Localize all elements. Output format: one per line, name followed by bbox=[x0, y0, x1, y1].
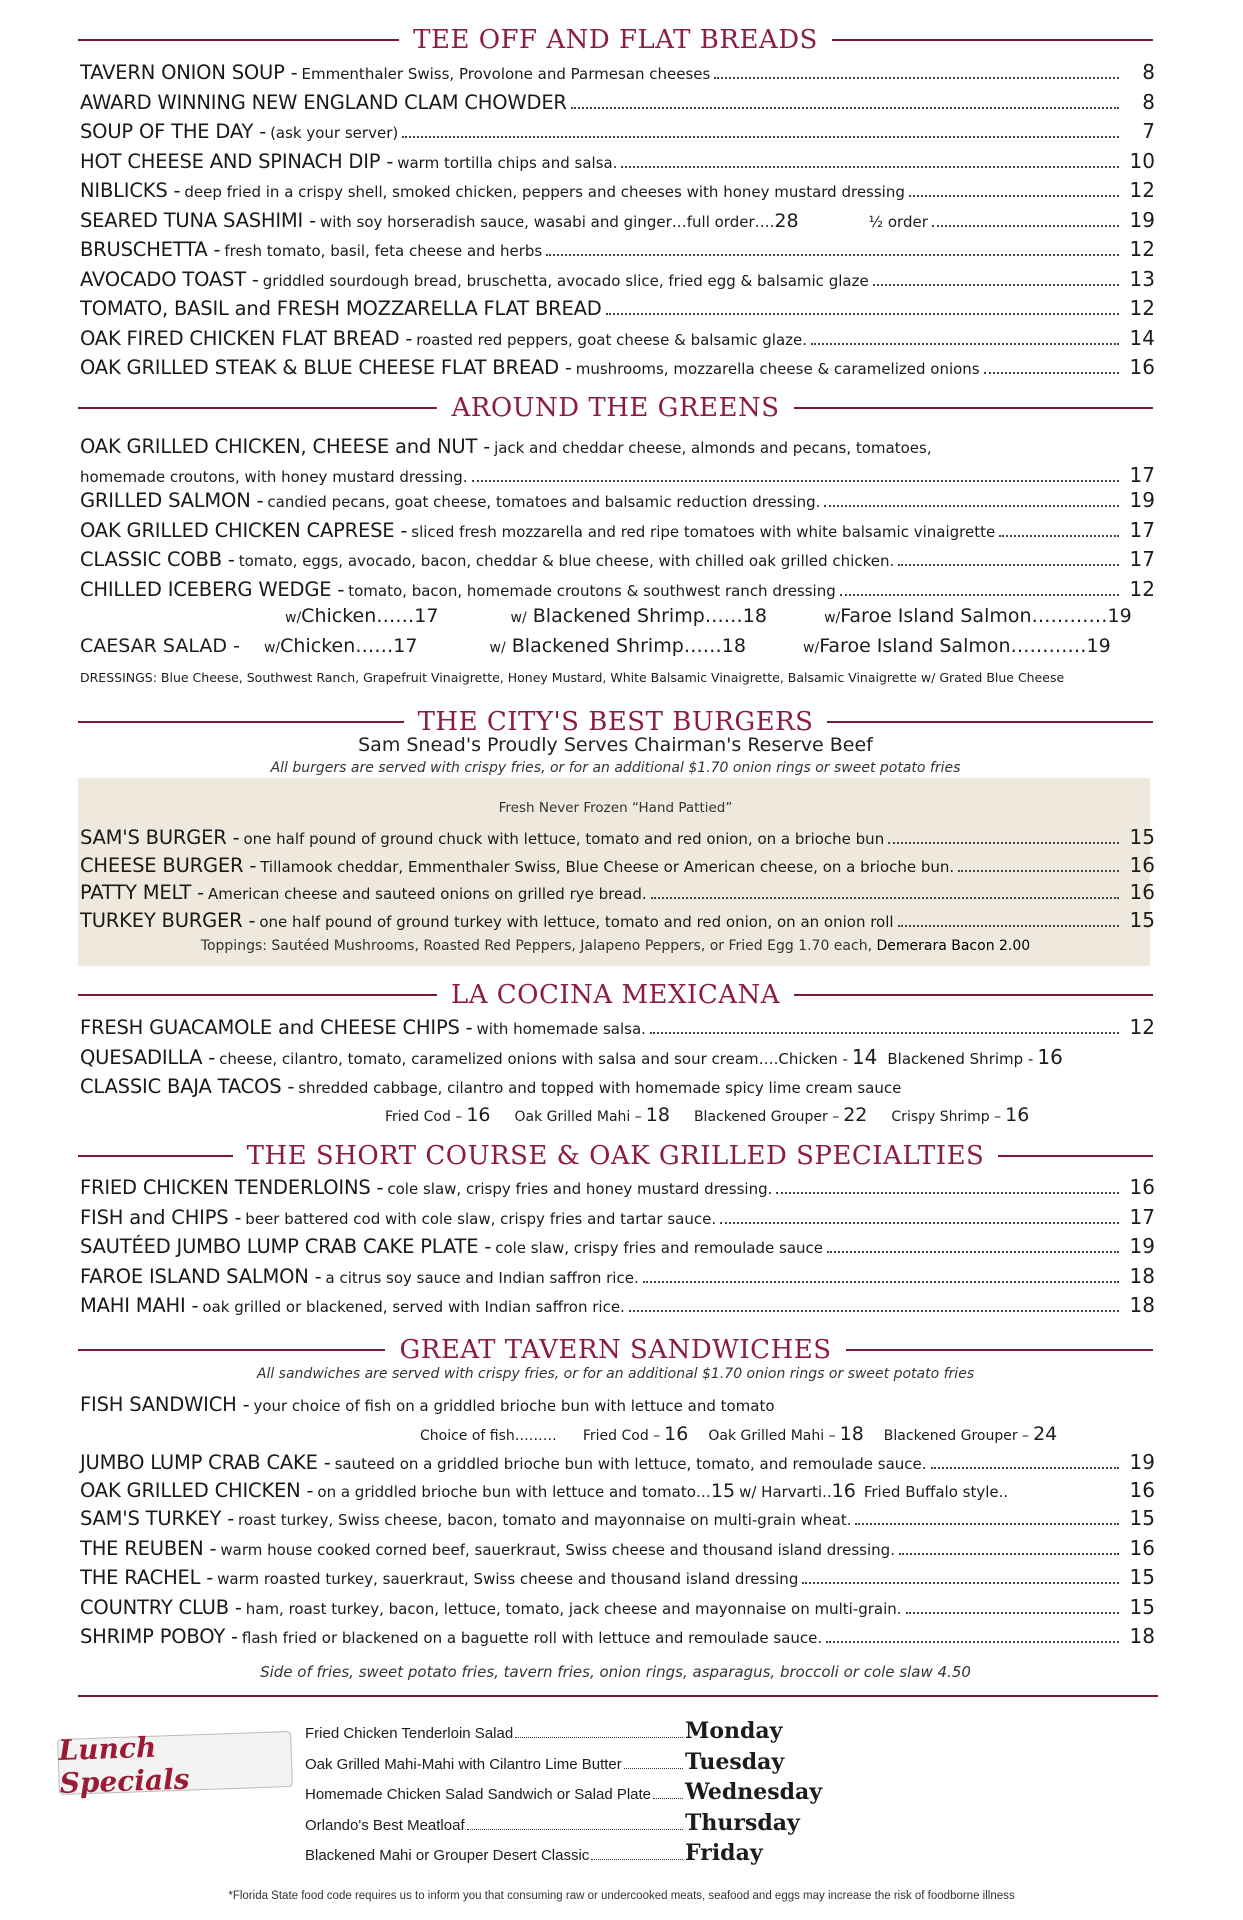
item-name: BRUSCHETTA - bbox=[80, 238, 221, 261]
item-desc: sliced fresh mozzarella and red ripe tomatoes with white balsamic vinaigrette bbox=[411, 522, 996, 541]
lunch-day: Wednesday bbox=[685, 1779, 823, 1805]
item-price: 19 bbox=[1129, 1234, 1155, 1258]
menu-item bbox=[80, 208, 1155, 232]
item-desc: American cheese and sauteed onions on grilled rye bread. bbox=[208, 885, 647, 903]
menu-item bbox=[80, 577, 1155, 601]
section-title: THE SHORT COURSE & OAK GRILLED SPECIALTIES bbox=[246, 1141, 985, 1171]
menu-item bbox=[80, 908, 1155, 932]
lunch-item: Blackened Mahi or Grouper Desert Classic bbox=[305, 1847, 590, 1864]
item-desc: cole slaw, crispy fries and remoulade sauce bbox=[495, 1239, 823, 1257]
taco-option-price: 22 bbox=[843, 1104, 868, 1126]
fish-option-label: Fried Cod – bbox=[582, 1428, 661, 1444]
item-name: TOMATO, BASIL and FRESH MOZZARELLA FLAT BREAD bbox=[80, 297, 602, 320]
item-name: SAM'S BURGER - bbox=[80, 826, 240, 849]
menu-item bbox=[80, 488, 1155, 512]
menu-item bbox=[80, 1624, 1155, 1648]
taco-option-label: Oak Grilled Mahi – bbox=[514, 1109, 642, 1125]
item-desc: warm house cooked corned beef, sauerkraut, Swiss cheese and thousand island dressing. bbox=[220, 1540, 895, 1559]
lunch-item: Orlando's Best Meatloaf bbox=[305, 1816, 465, 1834]
lunch-day: Thursday bbox=[685, 1809, 800, 1836]
full-order-price: 28 bbox=[774, 209, 799, 232]
dot-leader bbox=[467, 1829, 683, 1830]
item-price: 17 bbox=[1129, 1204, 1155, 1229]
item-desc: homemade croutons, with honey mustard dressing. bbox=[80, 468, 468, 486]
fish-option-label: Oak Grilled Mahi – bbox=[708, 1428, 836, 1444]
item-price: 12 bbox=[1129, 1015, 1155, 1039]
dot-leader bbox=[621, 166, 1119, 168]
lunch-special-row bbox=[305, 1718, 825, 1744]
menu-item bbox=[80, 1293, 1155, 1317]
item-name: AWARD WINNING NEW ENGLAND CLAM CHOWDER bbox=[80, 90, 567, 114]
dot-leader bbox=[898, 925, 1119, 927]
dot-leader bbox=[958, 870, 1119, 872]
menu-item bbox=[80, 1234, 1155, 1258]
item-name: AVOCADO TOAST - bbox=[80, 267, 259, 291]
item-price: 15 bbox=[1129, 825, 1155, 849]
item-name: TURKEY BURGER - bbox=[80, 908, 256, 932]
taco-option-label: Fried Cod – bbox=[385, 1109, 463, 1125]
burgers-note: All burgers are served with crispy fries, or for an additional $1.70 onion rings or sweet potato fries bbox=[270, 760, 961, 776]
menu-item bbox=[80, 90, 1155, 114]
lunch-item: Fried Chicken Tenderloin Salad bbox=[305, 1725, 514, 1742]
sandwiches-note: All sandwiches are served with crispy fries, or for an additional $1.70 onion rings or sweet potato fries bbox=[256, 1366, 975, 1382]
fish-option-price: 16 bbox=[664, 1423, 689, 1445]
dot-leader bbox=[720, 1222, 1119, 1224]
item-price: 8 bbox=[1142, 89, 1155, 114]
section-title: AROUND THE GREENS bbox=[451, 393, 780, 423]
sides-note: Side of fries, sweet potato fries, tavern fries, onion rings, asparagus, broccoli or cole slaw 4.50 bbox=[260, 1663, 971, 1681]
item-price: 14 bbox=[1129, 325, 1155, 350]
dot-leader bbox=[624, 1768, 683, 1769]
item-price: 12 bbox=[1129, 296, 1155, 320]
item-name: NIBLICKS - bbox=[80, 179, 181, 202]
item-name: SHRIMP POBOY - bbox=[80, 1625, 238, 1648]
section-title: TEE OFF AND FLAT BREADS bbox=[413, 25, 818, 55]
item-name: CHILLED ICEBERG WEDGE - bbox=[80, 577, 345, 601]
item-desc: Emmenthaler Swiss, Provolone and Parmesan cheeses bbox=[301, 65, 711, 83]
item-desc: tomato, eggs, avocado, bacon, cheddar & blue cheese, with chilled oak grilled chicken. bbox=[238, 552, 895, 570]
item-desc: beer battered cod with cole slaw, crispy fries and tartar sauce. bbox=[245, 1209, 717, 1228]
item-price: 15 bbox=[1129, 1565, 1155, 1589]
item-price: 18 bbox=[1129, 1263, 1155, 1288]
menu-item bbox=[80, 1565, 1155, 1589]
item-name: THE REUBEN - bbox=[80, 1536, 217, 1560]
tacos-options bbox=[385, 1104, 1029, 1126]
item-desc: a citrus soy sauce and Indian saffron rice. bbox=[325, 1268, 639, 1287]
menu-item bbox=[80, 1175, 1155, 1199]
dot-leader bbox=[606, 313, 1119, 315]
fish-option-price: 24 bbox=[1033, 1423, 1058, 1445]
item-price: 15 bbox=[1129, 1594, 1155, 1619]
item-name: HOT CHEESE AND SPINACH DIP - bbox=[80, 149, 394, 173]
item-name: COUNTRY CLUB - bbox=[80, 1595, 242, 1619]
item-desc: one half pound of ground chuck with lettuce, tomato and red onion, on a brioche bun bbox=[243, 830, 885, 848]
item-name: FRESH GUACAMOLE and CHEESE CHIPS - bbox=[80, 1016, 473, 1039]
item-name: CHEESE BURGER - bbox=[80, 853, 257, 877]
item-name: SOUP OF THE DAY - bbox=[80, 120, 267, 143]
item-name: GRILLED SALMON - bbox=[80, 489, 264, 512]
menu-item bbox=[80, 149, 1155, 173]
dressings-list: DRESSINGS: Blue Cheese, Southwest Ranch, Grapefruit Vinaigrette, Honey Mustard, White Balsamic Vinaigrette, Balsamic Vinaigrette w/ Grated Blue Cheese bbox=[80, 670, 1065, 685]
menu-item bbox=[80, 1536, 1155, 1560]
item-name: OAK GRILLED CHICKEN, CHEESE and NUT - bbox=[80, 435, 491, 458]
lunch-item: Oak Grilled Mahi-Mahi with Cilantro Lime Butter bbox=[305, 1755, 622, 1773]
dot-leader bbox=[402, 136, 1119, 138]
item-price: 16 bbox=[1129, 1535, 1155, 1560]
item-name: OAK GRILLED STEAK & BLUE CHEESE FLAT BREAD - bbox=[80, 356, 572, 379]
taco-option-label: Blackened Grouper – bbox=[693, 1109, 840, 1125]
item-name: FAROE ISLAND SALMON - bbox=[80, 1264, 322, 1288]
taco-option-price: 18 bbox=[645, 1104, 670, 1126]
wedge-add-ons: w/Chicken……17 w/ Blackened Shrimp……18 w/Faroe Island Salmon…………19 bbox=[285, 605, 1132, 627]
dot-leader bbox=[802, 1582, 1119, 1584]
lunch-day: Monday bbox=[685, 1718, 783, 1744]
caesar-salad: CAESAR SALAD - w/Chicken……17 w/ Blackened Shrimp……18 w/Faroe Island Salmon…………19 bbox=[80, 635, 1111, 657]
dot-leader bbox=[888, 842, 1119, 844]
item-name: TAVERN ONION SOUP - bbox=[80, 61, 298, 84]
dot-leader bbox=[824, 505, 1119, 507]
item-price: 12 bbox=[1129, 178, 1155, 202]
item-price: 8 bbox=[1142, 60, 1155, 84]
item-desc: warm tortilla chips and salsa. bbox=[397, 153, 618, 172]
lunch-special-row bbox=[305, 1779, 825, 1805]
dot-leader bbox=[571, 107, 1119, 109]
item-desc: roasted red peppers, goat cheese & balsamic glaze. bbox=[416, 330, 808, 349]
item-price: 12 bbox=[1129, 237, 1155, 261]
section-header-mexicana bbox=[78, 975, 1153, 1015]
section-title: LA COCINA MEXICANA bbox=[450, 980, 781, 1010]
fish-option-label: Blackened Grouper – bbox=[883, 1428, 1030, 1444]
item-desc: candied pecans, goat cheese, tomatoes and balsamic reduction dressing. bbox=[267, 493, 821, 511]
item-name: OAK FIRED CHICKEN FLAT BREAD - bbox=[80, 326, 413, 350]
lunch-special-row bbox=[305, 1810, 825, 1836]
dot-leader bbox=[811, 343, 1119, 345]
menu-item bbox=[80, 853, 1155, 877]
dot-leader bbox=[629, 1310, 1119, 1312]
item-price: 17 bbox=[1129, 547, 1155, 571]
dot-leader bbox=[776, 1192, 1119, 1194]
fish-option-price: 18 bbox=[839, 1423, 864, 1445]
burgers-subtitle: Sam Snead's Proudly Serves Chairman's Reserve Beef bbox=[358, 734, 873, 756]
section-title: THE CITY'S BEST BURGERS bbox=[417, 707, 814, 737]
item-name: CLASSIC COBB - bbox=[80, 548, 235, 571]
dot-leader bbox=[653, 1798, 683, 1799]
dot-leader bbox=[906, 1612, 1119, 1614]
section-header-tee-off bbox=[78, 20, 1153, 60]
item-desc: fresh tomato, basil, feta cheese and herbs bbox=[224, 242, 543, 260]
item-price: 19 bbox=[1129, 488, 1155, 512]
item-price: 19 bbox=[1129, 207, 1155, 232]
dot-leader bbox=[909, 195, 1119, 197]
item-desc: with soy horseradish sauce, wasabi and ginger…full order…. bbox=[319, 212, 775, 231]
section-header-greens bbox=[78, 388, 1153, 428]
dot-leader bbox=[714, 77, 1119, 79]
section-title: GREAT TAVERN SANDWICHES bbox=[399, 1335, 832, 1365]
menu-item bbox=[80, 1264, 1155, 1288]
menu-item bbox=[80, 267, 1155, 291]
item-desc: deep fried in a crispy shell, smoked chicken, peppers and cheeses with honey mustard dressing bbox=[184, 183, 905, 201]
item-price: 16 bbox=[1129, 852, 1155, 877]
menu-item-cont bbox=[80, 463, 1155, 487]
item-name: THE RACHEL - bbox=[80, 1566, 214, 1589]
lunch-item: Homemade Chicken Salad Sandwich or Salad Plate bbox=[305, 1786, 652, 1803]
item-desc: griddled sourdough bread, bruschetta, avocado slice, fried egg & balsamic glaze bbox=[262, 271, 869, 290]
item-price: 7 bbox=[1142, 119, 1155, 143]
item-name: FISH and CHIPS - bbox=[80, 1205, 242, 1229]
menu-item bbox=[80, 880, 1155, 904]
item-desc: tomato, bacon, homemade croutons & southwest ranch dressing bbox=[348, 581, 836, 600]
item-desc: warm roasted turkey, sauerkraut, Swiss cheese and thousand island dressing bbox=[217, 1570, 799, 1588]
half-order-label: ½ order bbox=[868, 212, 928, 231]
lunch-day: Tuesday bbox=[685, 1748, 785, 1775]
menu-item bbox=[80, 119, 1155, 143]
chicken-sandwich: OAK GRILLED CHICKEN - on a griddled brioche bun with lettuce and tomato… 15 w/ Harvarti.. 16 Fried Buffalo style.. 16 bbox=[80, 1478, 1155, 1502]
item-price: 17 bbox=[1129, 463, 1155, 487]
dot-leader bbox=[591, 1859, 683, 1860]
item-desc: (ask your server) bbox=[270, 124, 399, 142]
menu-item bbox=[80, 435, 1155, 458]
dot-leader bbox=[650, 1032, 1119, 1034]
item-desc: with homemade salsa. bbox=[476, 1020, 646, 1038]
item-price: 15 bbox=[1129, 1506, 1155, 1530]
dot-leader bbox=[827, 1251, 1119, 1253]
item-price: 13 bbox=[1129, 266, 1155, 291]
menu-item bbox=[80, 237, 1155, 261]
item-price: 10 bbox=[1129, 148, 1155, 173]
menu-item bbox=[80, 296, 1155, 320]
dot-leader bbox=[984, 372, 1119, 374]
taco-option-price: 16 bbox=[1005, 1104, 1030, 1126]
lunch-day: Friday bbox=[685, 1840, 763, 1866]
lunch-special-row bbox=[305, 1840, 825, 1866]
menu-item bbox=[80, 1205, 1155, 1229]
menu-item bbox=[80, 1595, 1155, 1619]
menu-item bbox=[80, 1015, 1155, 1039]
dot-leader bbox=[932, 225, 1119, 227]
dot-leader bbox=[546, 254, 1119, 256]
item-price: 16 bbox=[1129, 1175, 1155, 1199]
section-header-short-course bbox=[78, 1136, 1153, 1176]
item-name: MAHI MAHI - bbox=[80, 1294, 199, 1317]
item-desc: oak grilled or blackened, served with Indian saffron rice. bbox=[202, 1298, 625, 1316]
menu-item bbox=[80, 178, 1155, 202]
dot-leader bbox=[651, 897, 1119, 899]
item-desc: roast turkey, Swiss cheese, bacon, tomato and mayonnaise on multi-grain wheat. bbox=[238, 1511, 852, 1529]
dot-leader bbox=[873, 284, 1119, 286]
item-desc: flash fried or blackened on a baguette roll with lettuce and remoulade sauce. bbox=[241, 1629, 823, 1647]
dot-leader bbox=[840, 594, 1119, 596]
item-desc: one half pound of ground turkey with lettuce, tomato and red onion, on an onion roll bbox=[259, 912, 894, 931]
item-desc: mushrooms, mozzarella cheese & caramelized onions bbox=[575, 360, 980, 378]
footer-disclaimer: *Florida State food code requires us to inform you that consuming raw or undercooked meats, seafood and eggs may increase the risk of foodborne illness bbox=[228, 1890, 1015, 1902]
item-price: 16 bbox=[1129, 355, 1155, 379]
dot-leader bbox=[899, 1553, 1119, 1555]
fish-options: Choice of fish……… Fried Cod – 16 Oak Grilled Mahi – 18 Blackened Grouper – 24 bbox=[420, 1423, 1058, 1445]
dot-leader bbox=[826, 1641, 1119, 1643]
menu-item bbox=[80, 518, 1155, 542]
dot-leader bbox=[898, 564, 1119, 566]
item-desc: jack and cheddar cheese, almonds and pecans, tomatoes, bbox=[494, 439, 932, 457]
item-name: SAM'S TURKEY - bbox=[80, 1507, 235, 1530]
fish-sandwich: FISH SANDWICH - your choice of fish on a griddled brioche bun with lettuce and tomato bbox=[80, 1393, 775, 1416]
item-price: 12 bbox=[1129, 576, 1155, 601]
section-header-sandwiches bbox=[78, 1330, 1153, 1370]
item-desc: Tillamook cheddar, Emmenthaler Swiss, Blue Cheese or American cheese, on a brioche bun. bbox=[260, 857, 955, 876]
divider bbox=[78, 1695, 1158, 1697]
menu-item bbox=[80, 326, 1155, 350]
menu-item bbox=[80, 547, 1155, 571]
item-price: 15 bbox=[1129, 907, 1155, 932]
taco-option-price: 16 bbox=[466, 1104, 491, 1126]
item-name: FRIED CHICKEN TENDERLOINS - bbox=[80, 1176, 384, 1199]
menu-item bbox=[80, 355, 1155, 379]
lunch-special-row bbox=[305, 1749, 825, 1775]
dot-leader bbox=[643, 1281, 1119, 1283]
lunch-specials-badge: Lunch Specials bbox=[57, 1731, 293, 1795]
taco-option-label: Crispy Shrimp – bbox=[891, 1109, 1002, 1125]
item-price: 18 bbox=[1129, 1624, 1155, 1648]
item-price: 18 bbox=[1129, 1293, 1155, 1317]
item-price: 17 bbox=[1129, 517, 1155, 542]
item-desc: ham, roast turkey, bacon, lettuce, tomato, jack cheese and mayonnaise on multi-grain. bbox=[245, 1599, 902, 1618]
fresh-never-frozen: Fresh Never Frozen “Hand Pattied” bbox=[498, 800, 733, 816]
dot-leader bbox=[855, 1523, 1119, 1525]
item-name: OAK GRILLED CHICKEN CAPRESE - bbox=[80, 518, 408, 542]
menu-item bbox=[80, 825, 1155, 849]
quesadilla: QUESADILLA - cheese, cilantro, tomato, caramelized onions with salsa and sour cream….Chicken - 14 Blackened Shrimp - 16 bbox=[80, 1045, 1063, 1069]
menu-item bbox=[80, 60, 1155, 84]
dot-leader bbox=[999, 535, 1119, 537]
item-name: PATTY MELT - bbox=[80, 881, 204, 904]
item-desc: cole slaw, crispy fries and honey mustard dressing. bbox=[387, 1180, 773, 1198]
dot-leader bbox=[515, 1737, 683, 1738]
toppings: Toppings: Sautéed Mushrooms, Roasted Red Peppers, Jalapeno Peppers, or Fried Egg 1.70 each, Demerara Bacon 2.00 bbox=[200, 938, 1031, 954]
menu-item bbox=[80, 1506, 1155, 1530]
baja-tacos: CLASSIC BAJA TACOS - shredded cabbage, cilantro and topped with homemade spicy lime cream sauce bbox=[80, 1075, 902, 1098]
crab-sandwich: JUMBO LUMP CRAB CAKE - sauteed on a griddled brioche bun with lettuce, tomato, and remoulade sauce. 19 bbox=[80, 1450, 1155, 1474]
item-price: 16 bbox=[1129, 880, 1155, 904]
item-name: SEARED TUNA SASHIMI - bbox=[80, 208, 316, 232]
item-name: SAUTÉED JUMBO LUMP CRAB CAKE PLATE - bbox=[80, 1235, 492, 1258]
